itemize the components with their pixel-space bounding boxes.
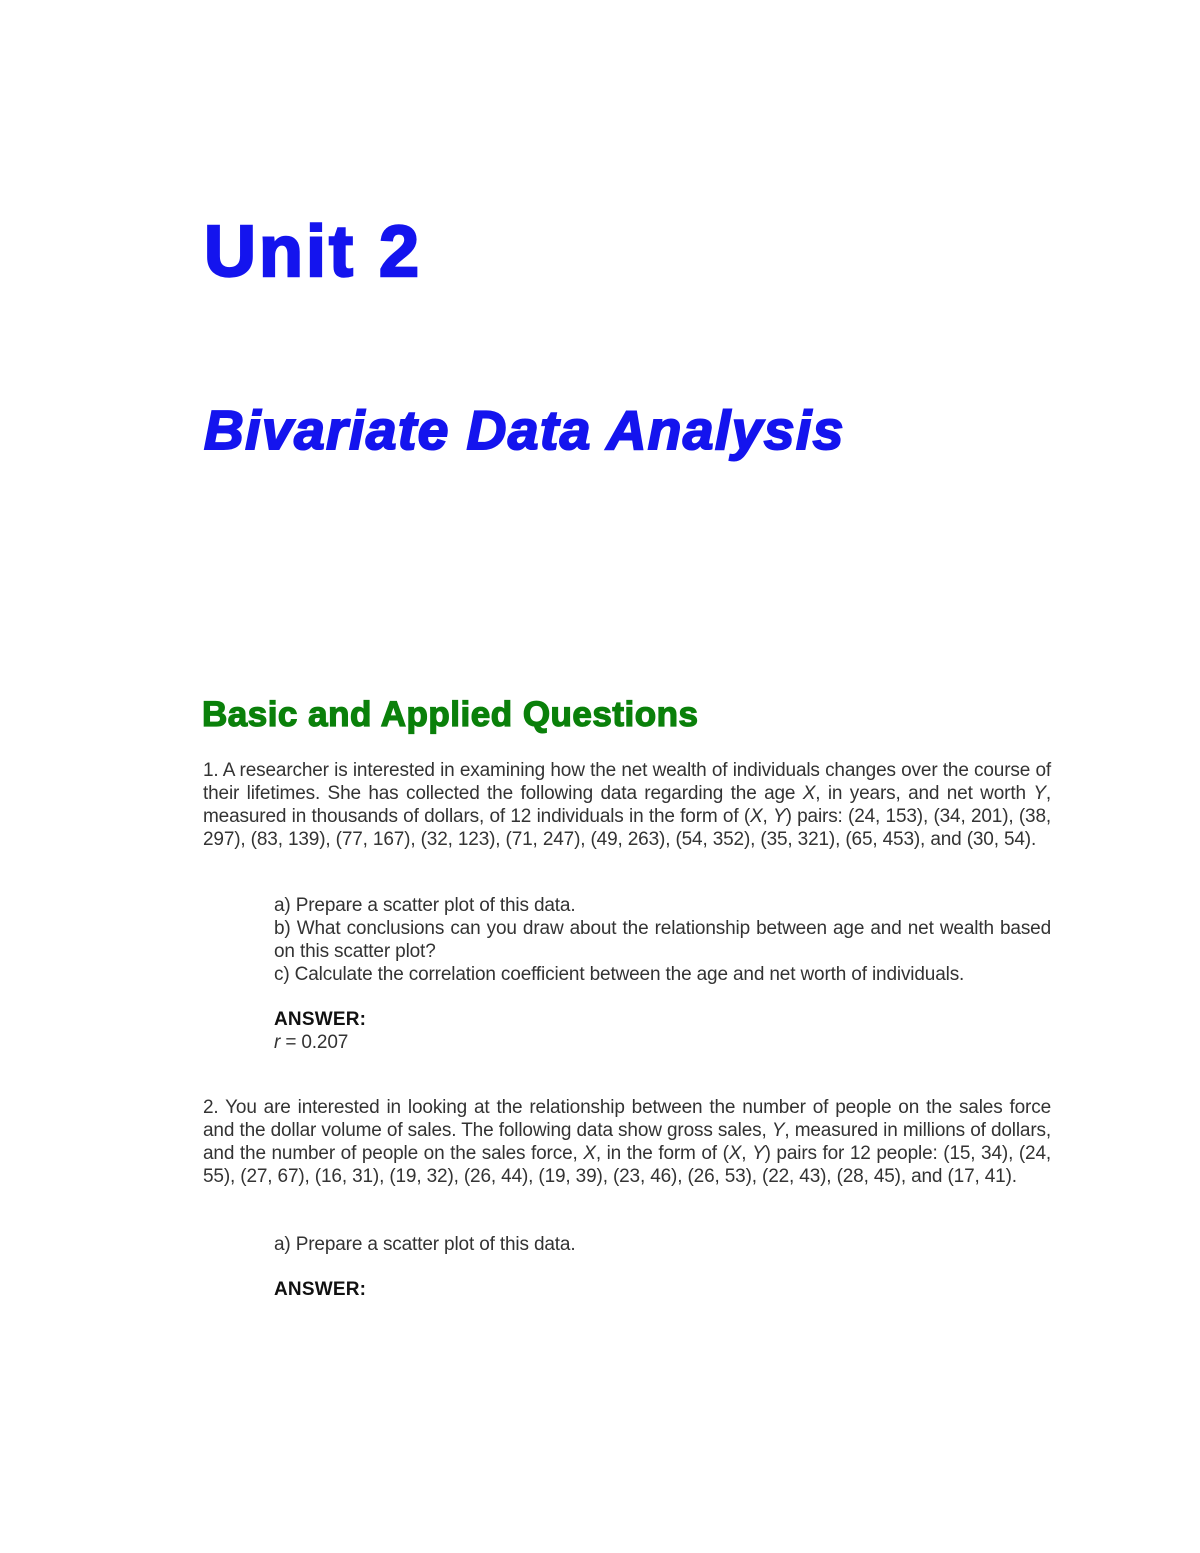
answer-value: r = 0.207 [274,1032,349,1053]
question-1-part-b: b) What conclusions can you draw about the relationship between age and net wealth based on this scatter plot? [274,918,1051,962]
question-2-text: 2. You are interested in looking at the relationship between the number of people on the sales force and the dollar volume of sales. The following data show gross sales, Y, measured in millions of dollars, and the number of people on the sales force, X, in the form of (X, Y) pairs for 12 people: (15, 34), (24, 55), (27, 67), (16, 31), (19, 32), (26, 44), (19, 39), (23, 46), (26, 53), (22, 43), (28, 45), and (17, 41). [203,1097,1051,1187]
question-1-text: 1. A researcher is interested in examining how the net wealth of individuals changes over the course of their lifetimes. She has collected the following data regarding the age X, in years, and net worth Y, measured in thousands of dollars, of 12 individuals in the form of (X, Y) pairs: (24, 153), (34, 201), (38, 297), (83, 139), (77, 167), (32, 123), (71, 247), (49, 263), (54, 352), (35, 321), (65, 453), and (30, 54). [203,760,1051,850]
question-2-answer [274,1278,1051,1301]
question-1-answer [274,1008,1051,1054]
question-2-part-a: a) Prepare a scatter plot of this data. [274,1234,576,1255]
answer-label: ANSWER: [274,1009,367,1030]
question-1-part-c: c) Calculate the correlation coefficient between the age and net worth of individuals. [274,964,965,985]
unit-title: Unit 2 [204,212,423,292]
question-1-part-a: a) Prepare a scatter plot of this data. [274,895,576,916]
question-2-parts [274,1233,1051,1256]
answer-label: ANSWER: [274,1279,367,1300]
question-1-parts [274,894,1051,986]
section-heading: Basic and Applied Questions [202,695,699,734]
document-subtitle: Bivariate Data Analysis [204,399,845,461]
